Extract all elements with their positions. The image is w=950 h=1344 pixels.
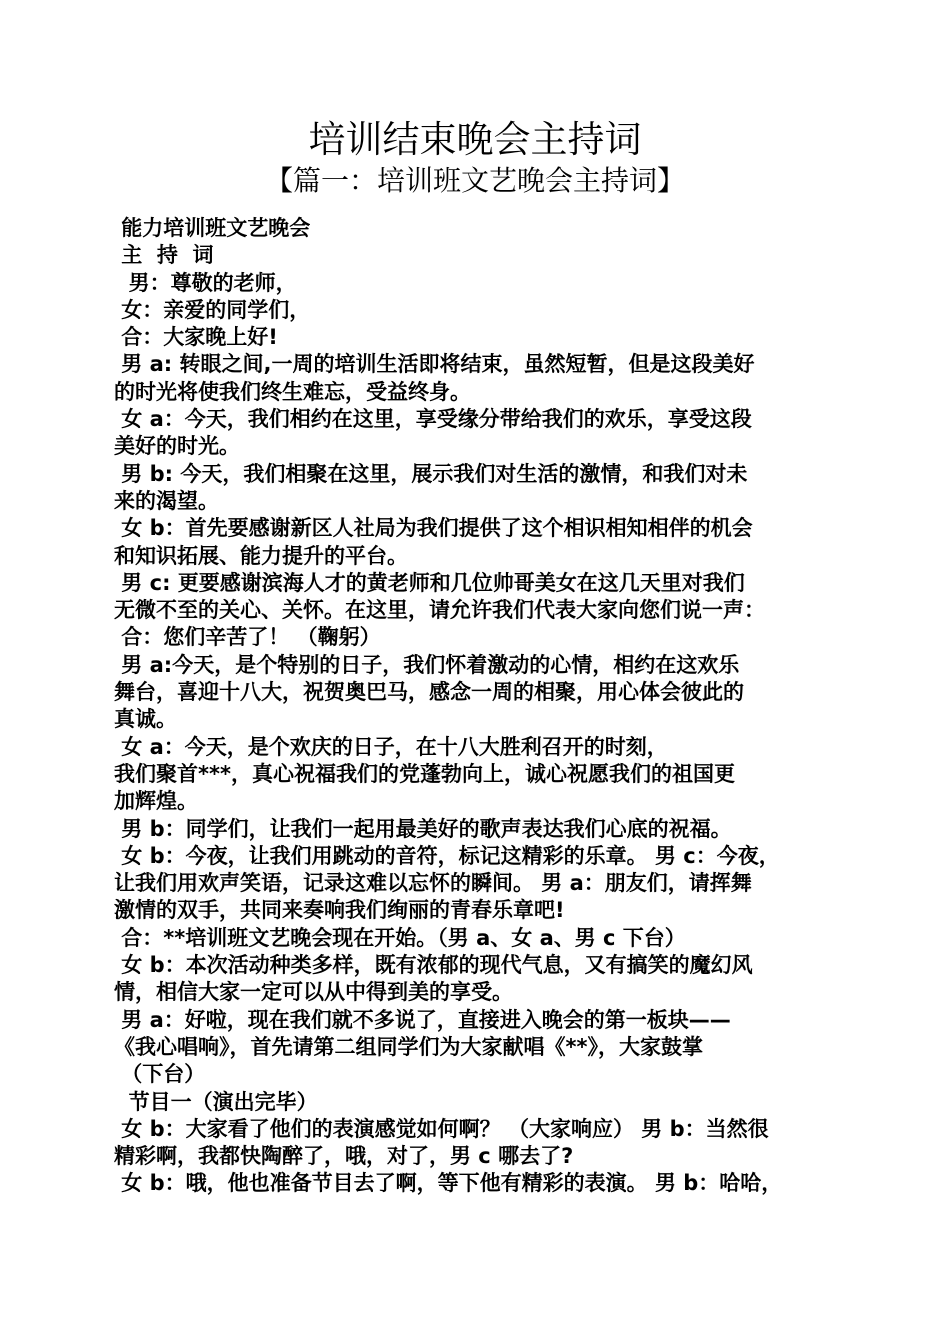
document-title: 培训结束晚会主持词 <box>308 118 642 161</box>
body-line: 加辉煌。 <box>114 789 198 814</box>
body-line: 情，相信大家一定可以从中得到美的享受。 <box>114 980 513 1005</box>
body-line: （下台） <box>114 1062 206 1087</box>
body-line: 男 a：好啦，现在我们就不多说了，直接进入晚会的第一板块—— <box>114 1007 731 1032</box>
body-line: 男 b: 今天，我们相聚在这里，展示我们对生活的激情，和我们对未 <box>114 461 748 486</box>
body-line: 能力培训班文艺晚会 <box>114 216 311 240</box>
body-line: 舞台，喜迎十八大，祝贺奥巴马，感念一周的相聚，用心体会彼此的 <box>114 680 744 705</box>
body-line: 来的渴望。 <box>114 488 219 513</box>
document-body <box>114 215 844 1198</box>
body-line: 女 b：本次活动种类多样，既有浓郁的现代气息，又有搞笑的魔幻风 <box>114 953 753 978</box>
body-line: 的时光将使我们终生难忘，受益终身。 <box>114 379 471 404</box>
body-line: 男 a:今天，是个特别的日子，我们怀着激动的心情，相约在这欢乐 <box>114 652 740 677</box>
body-line: 激情的双手，共同来奏响我们绚丽的青春乐章吧! <box>114 898 565 923</box>
body-line: 我们聚首***，真心祝福我们的党蓬勃向上，诚心祝愿我们的祖国更 <box>114 761 735 786</box>
document-subtitle: 【篇一：培训班文艺晚会主持词】 <box>264 164 685 197</box>
body-line: 女 b：今夜，让我们用跳动的音符，标记这精彩的乐章。 男 c：今夜， <box>114 843 780 868</box>
body-line: 男 b：同学们，让我们一起用最美好的歌声表达我们心底的祝福。 <box>114 816 732 841</box>
body-line: 无微不至的关心、关怀。在这里，请允许我们代表大家向您们说一声： <box>114 598 765 623</box>
body-line: 女 b：哦，他也准备节目去了啊，等下他有精彩的表演。 男 b：哈哈， <box>114 1171 783 1196</box>
body-line: 男 c: 更要感谢滨海人才的黄老师和几位帅哥美女在这几天里对我们 <box>114 570 745 595</box>
body-line: 女：亲爱的同学们， <box>114 297 311 322</box>
body-line: 女 b：首先要感谢新区人社局为我们提供了这个相识相知相伴的机会 <box>114 516 753 541</box>
body-line: 美好的时光。 <box>114 434 240 459</box>
body-line: 男：尊敬的老师， <box>114 270 297 295</box>
body-line: 合：大家晚上好! <box>114 325 278 350</box>
body-line: 《我心唱响》，首先请第二组同学们为大家献唱《**》，大家鼓掌 <box>114 1034 703 1059</box>
body-line: 合：您们辛苦了！ （鞠躬） <box>114 625 381 650</box>
body-line: 合：**培训班文艺晚会现在开始。（男 a、女 a、男 c 下台） <box>114 925 686 950</box>
body-line: 和知识拓展、能力提升的平台。 <box>114 543 408 568</box>
body-line: 女 a：今天，我们相约在这里，享受缘分带给我们的欢乐，享受这段 <box>114 407 752 432</box>
body-line: 女 a：今天，是个欢庆的日子，在十八大胜利召开的时刻， <box>114 734 668 759</box>
body-line: 主 持 词 <box>114 243 214 268</box>
body-line: 男 a: 转眼之间,一周的培训生活即将结束，虽然短暂，但是这段美好 <box>114 352 755 377</box>
body-line: 真诚。 <box>114 707 177 732</box>
body-line: 让我们用欢声笑语，记录这难以忘怀的瞬间。 男 a：朋友们，请挥舞 <box>114 871 752 896</box>
body-line: 精彩啊，我都快陶醉了，哦，对了，男 c 哪去了? <box>114 1144 574 1169</box>
body-line: 女 b：大家看了他们的表演感觉如何啊？ （大家响应） 男 b：当然很 <box>114 1116 769 1141</box>
body-line: 节目一（演出完毕） <box>114 1089 318 1114</box>
